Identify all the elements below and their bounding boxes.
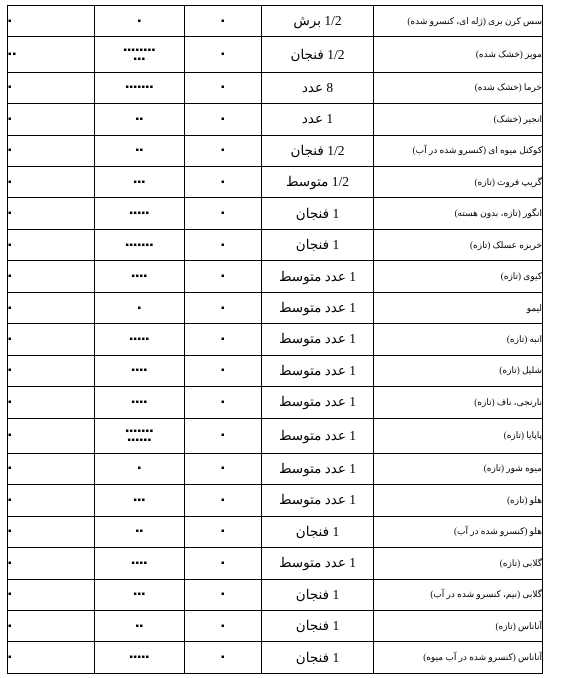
serving-amount: 1/2 متوسط xyxy=(262,166,374,197)
rating-marks: ▪▪ xyxy=(135,526,144,538)
table-row xyxy=(8,642,543,674)
serving-amount: 1 فنجان xyxy=(262,229,374,260)
serving-amount: 1/2 فنجان xyxy=(262,37,374,72)
rating-marks: ▪▪▪▪▪▪▪ xyxy=(125,239,154,251)
rating-cell-3: ▪ xyxy=(185,453,262,484)
rating-marks: ▪▪ xyxy=(135,113,144,125)
rating-cell-1: ▪▪ xyxy=(8,37,95,72)
food-name: خربزه عسلک (تازه) xyxy=(374,229,543,260)
food-name: هلو (کنسرو شده در آب) xyxy=(374,516,543,547)
rating-cell-2 xyxy=(95,548,185,579)
rating-marks: ▪▪▪▪▪ xyxy=(129,333,150,345)
food-name: پاپایا (تازه) xyxy=(374,418,543,453)
rating-cell-1: ▪ xyxy=(8,135,95,166)
rating-marks: ▪▪▪▪ xyxy=(131,557,148,569)
table-row xyxy=(8,548,543,579)
rating-marks: ▪ xyxy=(137,463,142,475)
table-row xyxy=(8,516,543,547)
rating-marks: ▪▪▪▪ xyxy=(131,365,148,377)
rating-cell-2 xyxy=(95,418,185,453)
food-name: کیوی (تازه) xyxy=(374,261,543,292)
rating-marks: ▪▪▪▪▪▪▪ xyxy=(125,82,154,94)
rating-cell-3: ▪ xyxy=(185,198,262,229)
rating-cell-1: ▪ xyxy=(8,642,95,674)
rating-cell-2 xyxy=(95,72,185,103)
rating-cell-3: ▪ xyxy=(185,516,262,547)
food-name: هلو (تازه) xyxy=(374,485,543,516)
serving-amount: 1 فنجان xyxy=(262,516,374,547)
rating-cell-2 xyxy=(95,292,185,323)
rating-cell-3: ▪ xyxy=(185,135,262,166)
table-row xyxy=(8,72,543,103)
serving-amount: 1 عدد متوسط xyxy=(262,418,374,453)
rating-cell-2 xyxy=(95,198,185,229)
rating-cell-3: ▪ xyxy=(185,418,262,453)
food-name: مویز (خشک شده) xyxy=(374,37,543,72)
table-row xyxy=(8,418,543,453)
table-row xyxy=(8,579,543,610)
food-name: نارنجی، ناف (تازه) xyxy=(374,387,543,418)
food-name: انگور (تازه، بدون هسته) xyxy=(374,198,543,229)
table-row xyxy=(8,104,543,135)
rating-cell-3: ▪ xyxy=(185,355,262,386)
serving-amount: 1 فنجان xyxy=(262,579,374,610)
rating-marks: ▪▪▪▪▪▪ xyxy=(127,434,152,446)
rating-cell-3: ▪ xyxy=(185,292,262,323)
rating-cell-1: ▪ xyxy=(8,6,95,37)
food-name: خرما (خشک شده) xyxy=(374,72,543,103)
rating-cell-2 xyxy=(95,229,185,260)
rating-cell-1: ▪ xyxy=(8,548,95,579)
rating-cell-1: ▪ xyxy=(8,261,95,292)
rating-cell-1: ▪ xyxy=(8,579,95,610)
rating-cell-1: ▪ xyxy=(8,198,95,229)
rating-cell-3: ▪ xyxy=(185,324,262,355)
rating-cell-2 xyxy=(95,516,185,547)
rating-cell-1: ▪ xyxy=(8,387,95,418)
serving-amount: 1 عدد متوسط xyxy=(262,355,374,386)
rating-cell-2 xyxy=(95,355,185,386)
rating-marks: ▪▪▪▪ xyxy=(131,271,148,283)
rating-cell-2 xyxy=(95,485,185,516)
rating-marks: ▪▪ xyxy=(135,145,144,157)
rating-marks: ▪▪▪ xyxy=(133,53,146,65)
serving-amount: 1 عدد متوسط xyxy=(262,387,374,418)
food-name: گلابی (نیم، کنسرو شده در آب) xyxy=(374,579,543,610)
rating-cell-2 xyxy=(95,135,185,166)
rating-cell-2 xyxy=(95,611,185,642)
rating-marks: ▪ xyxy=(137,15,142,27)
rating-marks: ▪▪▪▪ xyxy=(131,396,148,408)
rating-cell-2 xyxy=(95,166,185,197)
rating-cell-1: ▪ xyxy=(8,355,95,386)
rating-cell-3: ▪ xyxy=(185,579,262,610)
serving-amount: 8 عدد xyxy=(262,72,374,103)
food-name: لیمو xyxy=(374,292,543,323)
table-row xyxy=(8,166,543,197)
rating-cell-2 xyxy=(95,453,185,484)
rating-cell-3: ▪ xyxy=(185,261,262,292)
table-row xyxy=(8,229,543,260)
table-body xyxy=(8,6,543,674)
rating-cell-3: ▪ xyxy=(185,229,262,260)
rating-cell-3: ▪ xyxy=(185,166,262,197)
table-row xyxy=(8,453,543,484)
rating-cell-1: ▪ xyxy=(8,229,95,260)
table-row xyxy=(8,37,543,72)
rating-cell-2 xyxy=(95,642,185,674)
table-row xyxy=(8,6,543,37)
rating-cell-3: ▪ xyxy=(185,485,262,516)
rating-marks: ▪▪▪▪▪▪▪▪ xyxy=(123,44,156,56)
rating-cell-1: ▪ xyxy=(8,516,95,547)
nutrition-table xyxy=(7,5,543,674)
rating-cell-2 xyxy=(95,324,185,355)
rating-marks: ▪▪▪ xyxy=(133,176,146,188)
serving-amount: 1 عدد متوسط xyxy=(262,292,374,323)
table-row xyxy=(8,198,543,229)
food-name: انجیر (خشک) xyxy=(374,104,543,135)
rating-cell-1: ▪ xyxy=(8,485,95,516)
rating-cell-1: ▪ xyxy=(8,104,95,135)
table-row xyxy=(8,611,543,642)
rating-cell-2 xyxy=(95,6,185,37)
table-row xyxy=(8,485,543,516)
rating-marks: ▪▪▪▪▪ xyxy=(129,208,150,220)
table-row xyxy=(8,324,543,355)
rating-cell-1: ▪ xyxy=(8,611,95,642)
food-name: سس کرن بری (ژله ای، کنسرو شده) xyxy=(374,6,543,37)
food-name: کوکتل میوه ای (کنسرو شده در آب) xyxy=(374,135,543,166)
serving-amount: 1 عدد متوسط xyxy=(262,548,374,579)
serving-amount: 1 فنجان xyxy=(262,642,374,674)
rating-cell-3: ▪ xyxy=(185,548,262,579)
table-row xyxy=(8,387,543,418)
food-name: انبه (تازه) xyxy=(374,324,543,355)
rating-marks: ▪▪ xyxy=(135,620,144,632)
table-row xyxy=(8,292,543,323)
rating-marks: ▪▪▪▪▪▪▪ xyxy=(125,425,154,437)
rating-marks: ▪▪▪▪▪ xyxy=(129,652,150,664)
rating-cell-2 xyxy=(95,579,185,610)
rating-cell-2 xyxy=(95,37,185,72)
rating-marks: ▪▪▪ xyxy=(133,494,146,506)
rating-marks: ▪▪▪ xyxy=(133,589,146,601)
rating-cell-3: ▪ xyxy=(185,387,262,418)
rating-cell-2 xyxy=(95,104,185,135)
rating-cell-1: ▪ xyxy=(8,292,95,323)
serving-amount: 1 عدد متوسط xyxy=(262,261,374,292)
rating-cell-3: ▪ xyxy=(185,72,262,103)
rating-cell-1: ▪ xyxy=(8,453,95,484)
food-name: آناناس (تازه) xyxy=(374,611,543,642)
serving-amount: 1/2 برش xyxy=(262,6,374,37)
food-name: گریپ فروت (تازه) xyxy=(374,166,543,197)
rating-cell-2 xyxy=(95,387,185,418)
rating-cell-1: ▪ xyxy=(8,72,95,103)
table-row xyxy=(8,355,543,386)
rating-cell-3: ▪ xyxy=(185,104,262,135)
rating-marks: ▪ xyxy=(137,302,142,314)
rating-cell-3: ▪ xyxy=(185,37,262,72)
rating-cell-1: ▪ xyxy=(8,166,95,197)
rating-cell-1: ▪ xyxy=(8,324,95,355)
table-row xyxy=(8,261,543,292)
food-name: گلابی (تازه) xyxy=(374,548,543,579)
food-name: آناناس (کنسرو شده در آب میوه) xyxy=(374,642,543,674)
serving-amount: 1 عدد xyxy=(262,104,374,135)
rating-cell-3: ▪ xyxy=(185,642,262,674)
table-row xyxy=(8,135,543,166)
serving-amount: 1 عدد متوسط xyxy=(262,485,374,516)
food-name: شلیل (تازه) xyxy=(374,355,543,386)
serving-amount: 1 فنجان xyxy=(262,611,374,642)
rating-cell-1: ▪ xyxy=(8,418,95,453)
serving-amount: 1 عدد متوسط xyxy=(262,324,374,355)
food-name: میوه شور (تازه) xyxy=(374,453,543,484)
rating-cell-3: ▪ xyxy=(185,611,262,642)
rating-cell-2 xyxy=(95,261,185,292)
serving-amount: 1/2 فنجان xyxy=(262,135,374,166)
serving-amount: 1 عدد متوسط xyxy=(262,453,374,484)
rating-cell-3: ▪ xyxy=(185,6,262,37)
serving-amount: 1 فنجان xyxy=(262,198,374,229)
